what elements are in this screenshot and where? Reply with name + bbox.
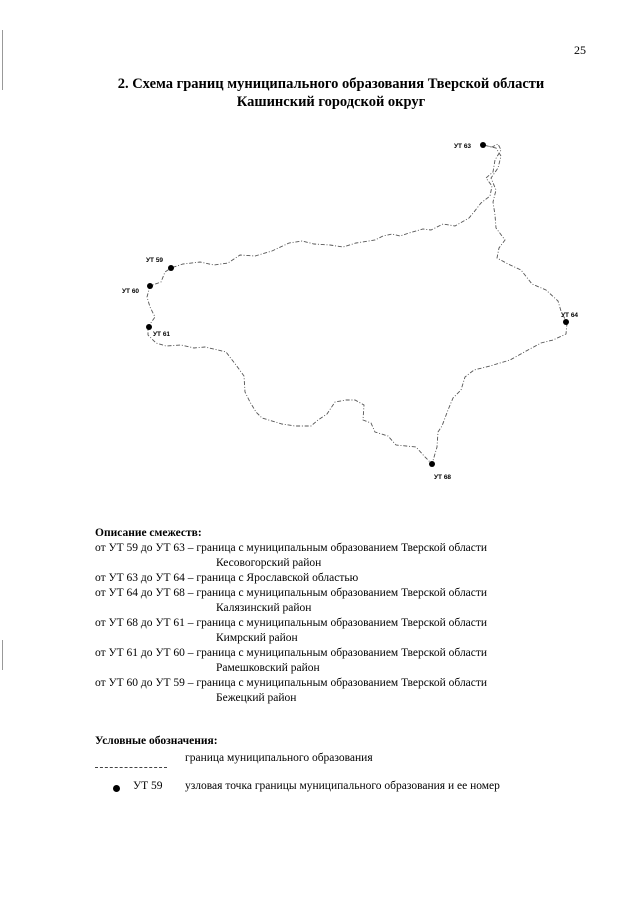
title-line-2: Кашинский городской округ xyxy=(236,94,426,110)
legend-heading: Условные обозначения: xyxy=(95,735,218,747)
adjacency-row xyxy=(95,646,487,676)
adjacency-row-district: Кимрский район xyxy=(216,632,298,644)
adjacency-row xyxy=(95,541,487,571)
node-point-ut68 xyxy=(429,461,435,467)
adjacency-row-text: от УТ 60 до УТ 59 – граница с муниципальным образованием Тверской области xyxy=(95,677,488,689)
boundary-map xyxy=(0,130,640,490)
adjacency-row-text: от УТ 63 до УТ 64 – граница с Ярославской областью xyxy=(95,572,359,584)
legend-point-icon xyxy=(113,785,120,792)
adjacency-row-district: Бежецкий район xyxy=(216,692,297,704)
page-title xyxy=(0,75,640,111)
node-point-ut61 xyxy=(146,324,152,330)
adjacency-row-text: от УТ 68 до УТ 61 – граница с муниципальным образованием Тверской области xyxy=(95,617,488,629)
adjacency-row-text: от УТ 59 до УТ 63 – граница с муниципальным образованием Тверской области xyxy=(95,542,488,554)
node-label-ut63: УТ 63 xyxy=(454,143,472,150)
municipal-boundary-line xyxy=(147,144,567,464)
node-label-ut64: УТ 64 xyxy=(561,312,579,319)
legend-boundary-text: граница муниципального образования xyxy=(185,752,373,764)
adjacency-row xyxy=(95,676,487,706)
scan-margin-mark xyxy=(2,640,3,670)
node-point-ut60 xyxy=(147,283,153,289)
adjacency-row xyxy=(95,571,487,586)
legend-point-label: УТ 59 xyxy=(133,780,163,792)
adjacency-row-text: от УТ 64 до УТ 68 – граница с муниципальным образованием Тверской области xyxy=(95,587,488,599)
adjacency-description xyxy=(95,526,487,706)
legend-point-text: узловая точка границы муниципального образования и ее номер xyxy=(185,780,500,792)
adjacency-row-text: от УТ 61 до УТ 60 – граница с муниципальным образованием Тверской области xyxy=(95,647,488,659)
adjacency-row xyxy=(95,586,487,616)
adjacency-row-district: Рамешковский район xyxy=(216,662,320,674)
node-label-ut59: УТ 59 xyxy=(146,257,164,264)
node-label-ut60: УТ 60 xyxy=(122,288,140,295)
node-point-ut59 xyxy=(168,265,174,271)
page-number: 25 xyxy=(574,43,586,57)
title-line-1: 2. Схема границ муниципального образования Тверской области xyxy=(117,76,545,92)
adjacency-row-district: Кесовогорский район xyxy=(216,557,322,569)
node-label-ut61: УТ 61 xyxy=(153,331,171,338)
adjacency-heading: Описание смежеств: xyxy=(95,527,202,539)
adjacency-row xyxy=(95,616,487,646)
node-label-ut68: УТ 68 xyxy=(434,474,452,481)
node-point-ut63 xyxy=(480,142,486,148)
legend-boundary-line xyxy=(95,767,167,768)
node-point-ut64 xyxy=(563,319,569,325)
adjacency-row-district: Калязинский район xyxy=(216,602,312,614)
